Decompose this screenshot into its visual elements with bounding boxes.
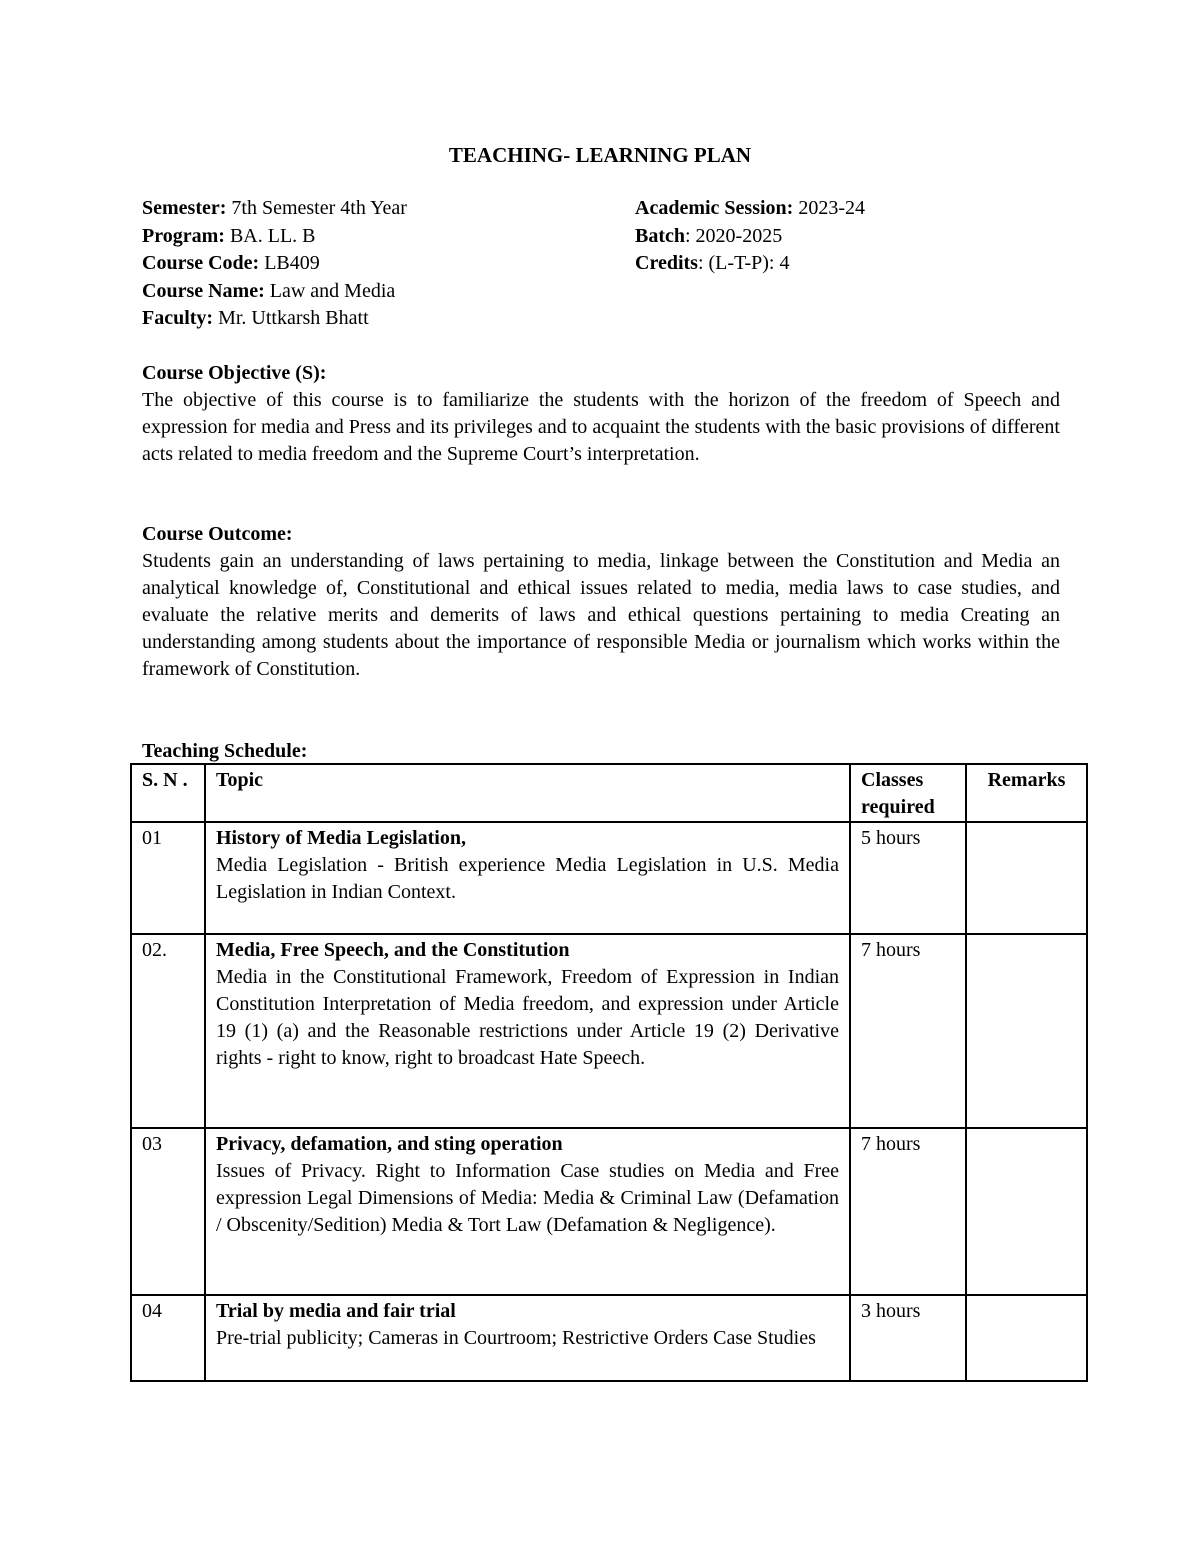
- topic-description: Pre-trial publicity; Cameras in Courtroom; Restrictive Orders Case Studies: [216, 1327, 816, 1349]
- meta-academic-session: [635, 195, 865, 223]
- page-title: TEACHING- LEARNING PLAN: [448, 143, 752, 167]
- meta-value: 2023-24: [798, 197, 865, 219]
- meta-value: 7th Semester 4th Year: [231, 197, 407, 219]
- table-row: [131, 1295, 1087, 1381]
- meta-value: Law and Media: [269, 279, 396, 302]
- meta-credits: [635, 250, 865, 278]
- table-row: [131, 822, 1087, 934]
- course-outcome-text: Students gain an understanding of laws pertaining to media, linkage between the Constitution and Media an analytical knowledge of, Constitutional and ethical issues related to media, media laws to case studies, and evaluate the relative merits and demerits of laws and ethical questions pertaining to media Creating an understanding among students about the importance of responsible Media or journalism which works within the framework of Constitution.: [142, 550, 1060, 680]
- course-objective-heading: Course Objective (S):: [142, 362, 327, 384]
- meta-label: Credits: [635, 252, 698, 274]
- cell-sn: 02.: [131, 934, 205, 1128]
- cell-classes: 3 hours: [850, 1295, 966, 1381]
- course-outcome-section: [142, 521, 1060, 683]
- meta-value: : 2020-2025: [685, 224, 783, 247]
- cell-remarks: [966, 1128, 1087, 1295]
- topic-description: Issues of Privacy. Right to Information Case studies on Media and Free expression Legal Dimensions of Media: Media & Criminal Law (Defamation / Obscenity/Sedition) Media & Tort Law (Defamation & Negligence).: [216, 1160, 839, 1236]
- table-header-row: [131, 764, 1087, 822]
- cell-topic: [205, 1128, 850, 1295]
- meta-label: Program:: [142, 224, 225, 247]
- meta-semester: [142, 195, 407, 223]
- teaching-schedule-heading: Teaching Schedule:: [142, 740, 308, 762]
- meta-label: Academic Session:: [635, 197, 794, 219]
- meta-course-code: [142, 250, 407, 278]
- cell-classes: 7 hours: [850, 934, 966, 1128]
- teaching-schedule-table: [130, 763, 1088, 1382]
- course-objective-text: The objective of this course is to familiarize the students with the horizon of the freedom of Speech and expression for media and Press and its privileges and to acquaint the students with the basic provisions of different acts related to media freedom and the Supreme Court’s interpretation.: [142, 389, 1060, 465]
- column-header-classes: Classes required: [850, 764, 966, 822]
- topic-title: Privacy, defamation, and sting operation: [216, 1133, 563, 1155]
- cell-sn: 04: [131, 1295, 205, 1381]
- column-header-sn: S. N .: [131, 764, 205, 822]
- column-header-topic: Topic: [205, 764, 850, 822]
- cell-classes: 5 hours: [850, 822, 966, 934]
- course-meta-right: [635, 195, 865, 278]
- meta-label: Course Code:: [142, 252, 260, 274]
- cell-sn: 01: [131, 822, 205, 934]
- table-row: [131, 934, 1087, 1128]
- cell-topic: [205, 1295, 850, 1381]
- course-meta-left: [142, 195, 407, 333]
- topic-title: Trial by media and fair trial: [216, 1300, 456, 1322]
- course-objective-section: [142, 360, 1060, 468]
- topic-description: Media Legislation - British experience Media Legislation in U.S. Media Legislation in Indian Context.: [216, 854, 839, 903]
- topic-title: History of Media Legislation,: [216, 827, 466, 849]
- meta-label: Semester:: [142, 197, 227, 219]
- topic-title: Media, Free Speech, and the Constitution: [216, 939, 570, 961]
- cell-remarks: [966, 1295, 1087, 1381]
- meta-course-name: [142, 278, 407, 306]
- meta-value: : (L-T-P): 4: [697, 252, 790, 274]
- meta-label: Faculty:: [142, 307, 214, 329]
- table-row: [131, 1128, 1087, 1295]
- meta-value: BA. LL. B: [229, 224, 316, 247]
- meta-faculty: [142, 305, 407, 333]
- cell-remarks: [966, 934, 1087, 1128]
- meta-label: Batch: [635, 224, 685, 247]
- meta-batch: [635, 223, 865, 251]
- meta-value: LB409: [264, 252, 320, 274]
- cell-classes: 7 hours: [850, 1128, 966, 1295]
- column-header-remarks: Remarks: [966, 764, 1087, 822]
- course-outcome-heading: Course Outcome:: [142, 523, 293, 545]
- topic-description: Media in the Constitutional Framework, Freedom of Expression in Indian Constitution Interpretation of Media freedom, and expression under Article 19 (1) (a) and the Reasonable restrictions under Article 19 (2) Derivative rights - right to know, right to broadcast Hate Speech.: [216, 966, 839, 1069]
- meta-program: [142, 223, 407, 251]
- cell-remarks: [966, 822, 1087, 934]
- meta-label: Course Name:: [142, 279, 265, 302]
- meta-value: Mr. Uttkarsh Bhatt: [218, 307, 369, 329]
- cell-topic: [205, 934, 850, 1128]
- cell-sn: 03: [131, 1128, 205, 1295]
- cell-topic: [205, 822, 850, 934]
